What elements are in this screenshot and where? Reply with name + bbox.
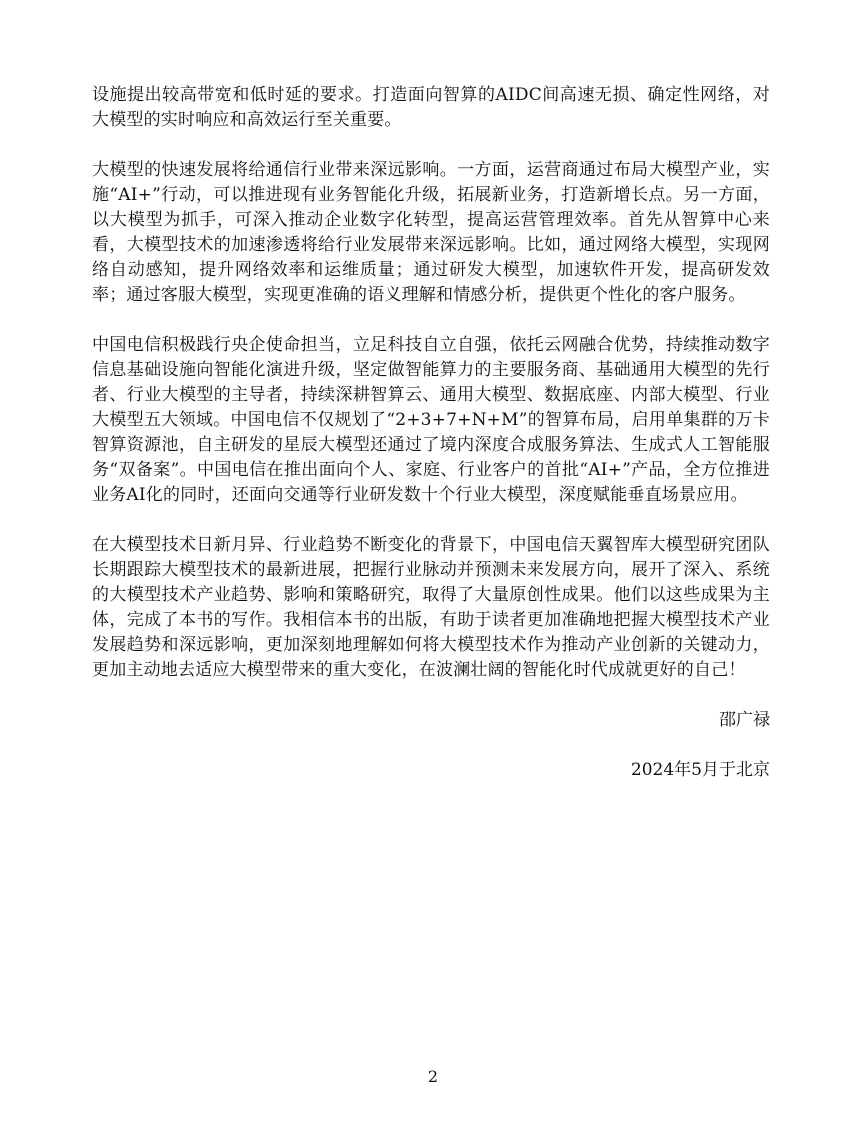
signature-date-place: 2024年5月于北京 <box>630 760 770 780</box>
paragraph-1: 设施提出较高带宽和低时延的要求。打造面向智算的AIDC间高速无损、确定性网络，对大模型的实时响应和高效运行至关重要。 <box>92 85 770 130</box>
paragraph-2: 大模型的快速发展将给通信行业带来深远影响。一方面，运营商通过布局大模型产业，实施“AI+”行动，可以推进现有业务智能化升级，拓展新业务，打造新增长点。另一方面，以大模型为抓手，可深入推动企业数字化转型，提高运营管理效率。首先从智算中心来看，大模型技术的加速渗透将给行业发展带来深远影响。比如，通过网络大模型，实现网络自动感知，提升网络效率和运维质量；通过研发大模型，加速软件开发，提高研发效率；通过客服大模型，实现更准确的语义理解和情感分析，提供更个性化的客户服务。 <box>92 160 770 305</box>
page-number: 2 <box>427 1067 439 1086</box>
paragraph-3: 中国电信积极践行央企使命担当，立足科技自立自强，依托云网融合优势，持续推动数字信息基础设施向智能化演进升级，坚定做智能算力的主要服务商、基础通用大模型的先行者、行业大模型的主导者，持续深耕智算云、通用大模型、数据底座、内部大模型、行业大模型五大领域。中国电信不仅规划了“2+3+7+N+M”的智算布局，启用单集群的万卡智算资源池，自主研发的星辰大模型还通过了境内深度合成服务算法、生成式人工智能服务“双备案”。中国电信在推出面向个人、家庭、行业客户的首批“AI+”产品，全方位推进业务AI化的同时，还面向交通等行业研发数十个行业大模型，深度赋能垂直场景应用。 <box>92 335 770 505</box>
paragraph-4: 在大模型技术日新月异、行业趋势不断变化的背景下，中国电信天翼智库大模型研究团队长期跟踪大模型技术的最新进展，把握行业脉动并预测未来发展方向，展开了深入、系统的大模型技术产业趋势、影响和策略研究，取得了大量原创性成果。他们以这些成果为主体，完成了本书的写作。我相信本书的出版，有助于读者更加准确地把握大模型技术产业发展趋势和深远影响，更加深刻地理解如何将大模型技术作为推动产业创新的关键动力，更加主动地去适应大模型带来的重大变化，在波澜壮阔的智能化时代成就更好的自己！ <box>92 535 770 680</box>
document-body <box>92 83 770 783</box>
signature-author: 邵广禄 <box>719 710 770 730</box>
